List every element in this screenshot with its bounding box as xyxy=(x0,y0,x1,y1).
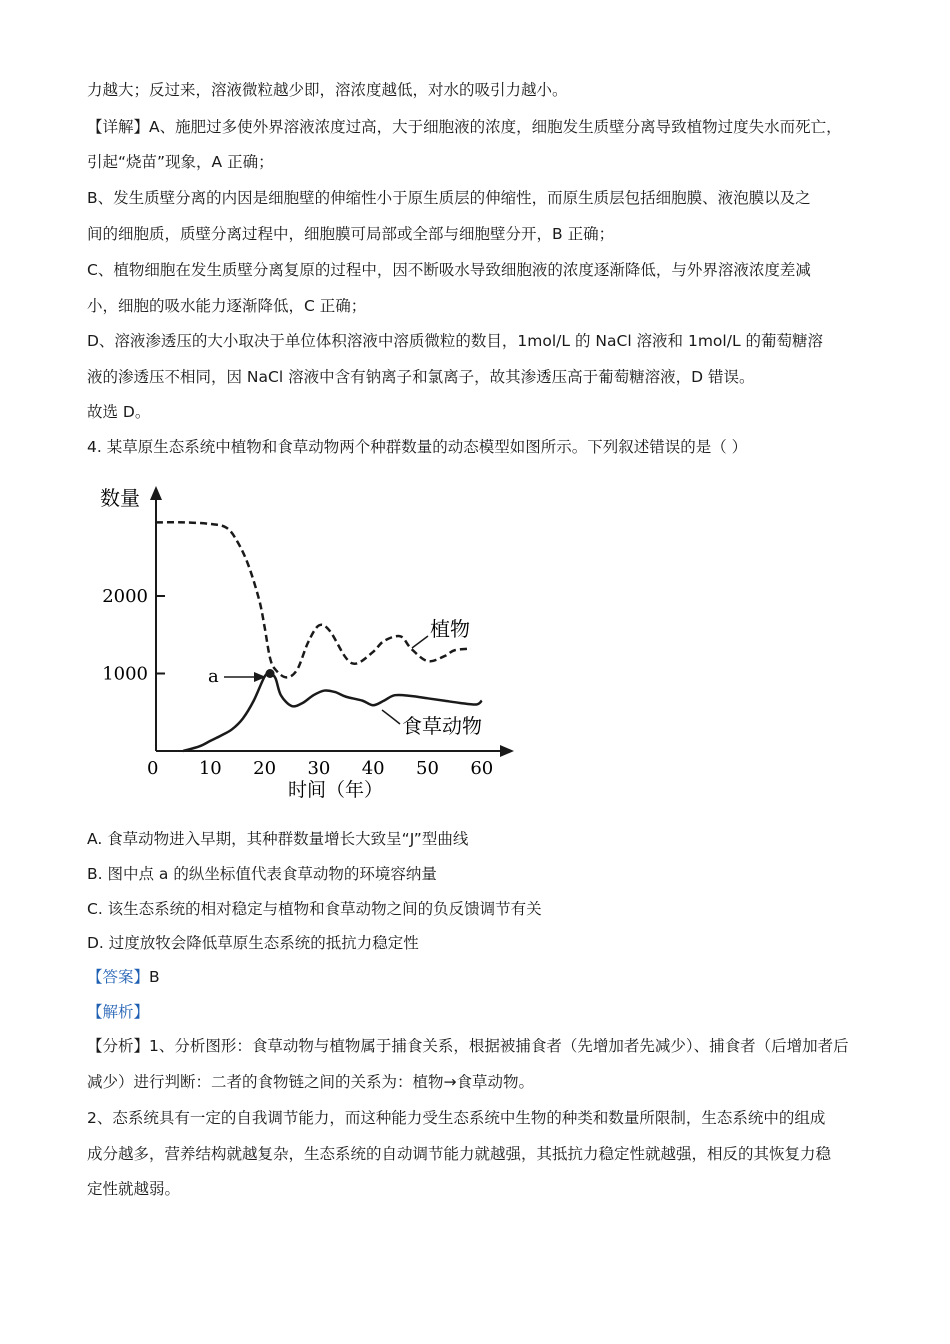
x-axis-arrow xyxy=(500,745,514,757)
x-axis-label: 时间（年） xyxy=(288,779,384,801)
analysis-label: 【解析】 xyxy=(87,1003,150,1021)
analysis-line: 定性就越弱。 xyxy=(87,1180,181,1198)
origin-label: 0 xyxy=(147,758,159,779)
text-line: 力越大；反过来，溶液微粒越少即，溶浓度越低，对水的吸引力越小。 xyxy=(87,81,568,99)
point-a-marker xyxy=(266,669,275,678)
population-chart xyxy=(90,478,520,808)
detail-heading-line: 【详解】A、施肥过多使外界溶液浓度过高，大于细胞液的浓度，细胞发生质壁分离导致植物过度失水而死亡， xyxy=(87,118,842,136)
analysis-line: 减少）进行判断：二者的食物链之间的关系为：植物→食草动物。 xyxy=(87,1073,534,1091)
option-a[interactable]: A. 食草动物进入早期，其种群数量增长大致呈“J”型曲线 xyxy=(87,830,469,848)
option-b[interactable]: B. 图中点 a 的纵坐标值代表食草动物的环境容纳量 xyxy=(87,865,437,883)
x-tick-label: 30 xyxy=(307,758,331,779)
text-line: 引起“烧苗”现象，A 正确； xyxy=(87,153,274,171)
x-tick-label: 50 xyxy=(416,758,439,779)
text-line: 小，细胞的吸水能力逐渐降低，C 正确； xyxy=(87,297,367,315)
y-axis-arrow xyxy=(150,486,162,500)
herbivore-label-leader xyxy=(382,710,400,724)
option-d[interactable]: D. 过度放牧会降低草原生态系统的抵抗力稳定性 xyxy=(87,934,419,952)
y-tick-label: 1000 xyxy=(102,663,148,685)
answer-value: B xyxy=(149,968,160,986)
analysis-line: 成分越多，营养结构就越复杂，生态系统的自动调节能力就越强，其抵抗力稳定性就越强，相反的其恢复力稳 xyxy=(87,1145,832,1163)
x-tick-label: 20 xyxy=(253,758,277,779)
analysis-line: 【分析】1、分析图形：食草动物与植物属于捕食关系，根据被捕食者（先增加者先减少）、捕食者（后增加者后 xyxy=(87,1037,849,1055)
text-line: 间的细胞质，质壁分离过程中，细胞膜可局部或全部与细胞壁分开，B 正确； xyxy=(87,225,615,243)
legend-plant-label: 植物 xyxy=(430,617,470,641)
legend-herbivore-label: 食草动物 xyxy=(402,714,482,738)
point-a-label: a xyxy=(208,666,219,687)
text-line: B、发生质壁分离的内因是细胞壁的伸缩性小于原生质层的伸缩性，而原生质层包括细胞膜、液泡膜以及之 xyxy=(87,189,811,207)
point-a-arrowhead xyxy=(254,672,266,682)
text-line: D、溶液渗透压的大小取决于单位体积溶液中溶质微粒的数目，1mol/L 的 NaCl 溶液和 1mol/L 的葡萄糖溶 xyxy=(87,332,824,350)
question-stem: 4. 某草原生态系统中植物和食草动物两个种群数量的动态模型如图所示。下列叙述错误的是（ ） xyxy=(87,438,748,456)
x-tick-label: 60 xyxy=(470,758,494,779)
y-axis-label: 数量 xyxy=(100,486,140,510)
text-line: 故选 D。 xyxy=(87,403,151,421)
option-c[interactable]: C. 该生态系统的相对稳定与植物和食草动物之间的负反馈调节有关 xyxy=(87,900,542,918)
analysis-line: 2、态系统具有一定的自我调节能力，而这种能力受生态系统中生物的种类和数量所限制，生态系统中的组成 xyxy=(87,1109,826,1127)
text-line: 液的渗透压不相同，因 NaCl 溶液中含有钠离子和氯离子，故其渗透压高于葡萄糖溶液，D 错误。 xyxy=(87,368,755,386)
plant-label-leader xyxy=(412,636,428,648)
plant-series-line xyxy=(156,522,471,677)
x-tick-label: 10 xyxy=(198,758,222,779)
y-tick-label: 2000 xyxy=(102,586,148,607)
answer-label: 【答案】 xyxy=(87,968,150,986)
answer-line xyxy=(87,967,877,987)
herbivore-series-line xyxy=(183,673,482,751)
x-tick-label: 40 xyxy=(361,758,385,779)
text-line: C、植物细胞在发生质壁分离复原的过程中，因不断吸水导致细胞液的浓度逐渐降低，与外界溶液浓度差减 xyxy=(87,261,811,279)
